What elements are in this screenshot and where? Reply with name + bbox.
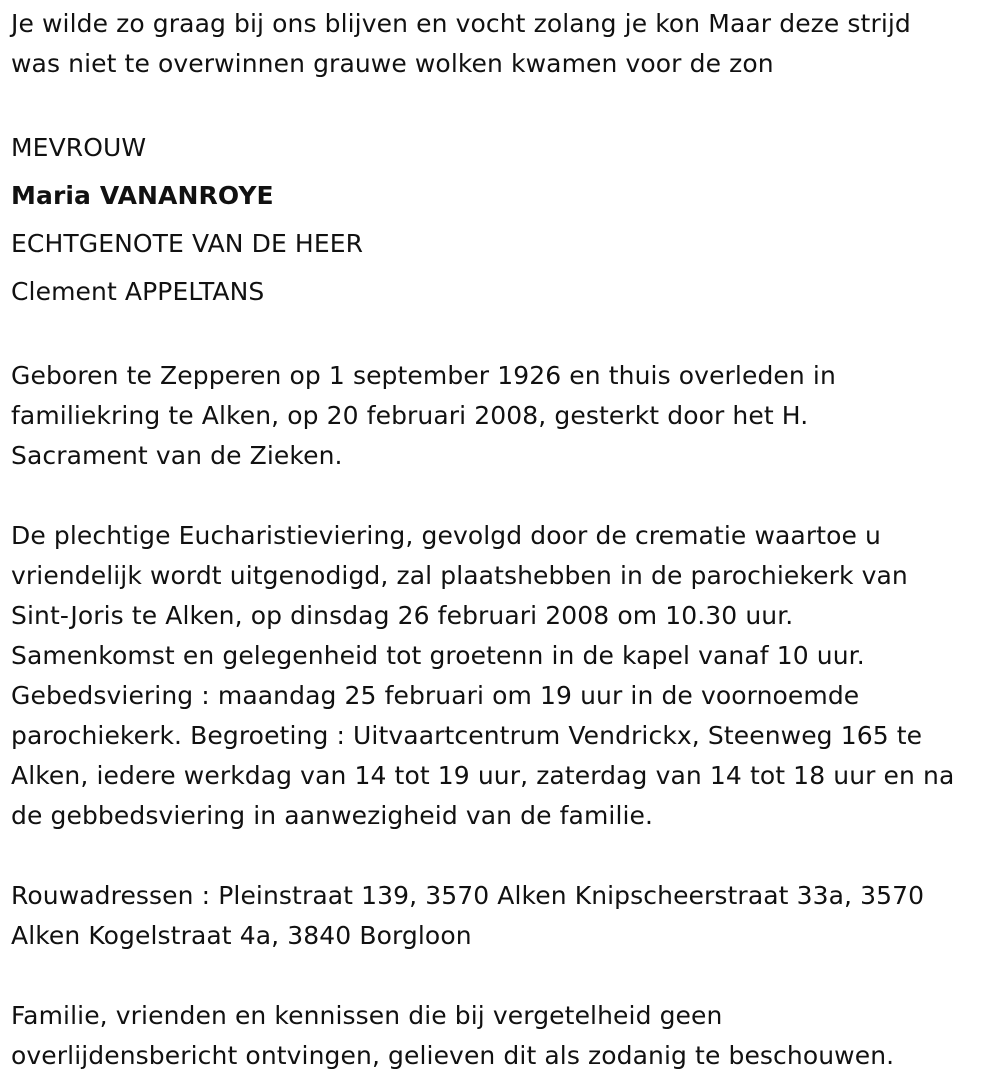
closing-block bbox=[11, 996, 1000, 1076]
paragraph-line: Alken Kogelstraat 4a, 3840 Borgloon bbox=[11, 921, 472, 950]
poem-block bbox=[11, 4, 1000, 84]
paragraph-line: overlijdensbericht ontvingen, gelieven dit als zodanig te beschouwen. bbox=[11, 1041, 895, 1070]
deceased-block bbox=[11, 124, 1000, 316]
paragraph-line: De plechtige Eucharistieviering, gevolgd door de crematie waartoe u bbox=[11, 521, 881, 550]
paragraph-line: de gebbedsviering in aanwezigheid van de familie. bbox=[11, 801, 654, 830]
spacer bbox=[11, 476, 1000, 516]
paragraph-line: familiekring te Alken, op 20 februari 2008, gesterkt door het H. bbox=[11, 401, 809, 430]
addresses-block bbox=[11, 876, 1000, 956]
paragraph-line: Rouwadressen : Pleinstraat 139, 3570 Alken Knipscheerstraat 33a, 3570 bbox=[11, 881, 925, 910]
relation-text: ECHTGENOTE VAN DE HEER bbox=[11, 229, 364, 258]
spacer bbox=[11, 836, 1000, 876]
spouse-name: Clement APPELTANS bbox=[11, 277, 265, 306]
birth-death-block bbox=[11, 356, 1000, 476]
paragraph-line: Sacrament van de Zieken. bbox=[11, 441, 343, 470]
paragraph-line: Gebedsviering : maandag 25 februari om 19 uur in de voornoemde bbox=[11, 681, 860, 710]
spacer bbox=[11, 316, 1000, 356]
paragraph-line: Samenkomst en gelegenheid tot groetenn in de kapel vanaf 10 uur. bbox=[11, 641, 865, 670]
paragraph-line: Alken, iedere werkdag van 14 tot 19 uur, zaterdag van 14 tot 18 uur en na bbox=[11, 761, 955, 790]
paragraph-line: parochiekerk. Begroeting : Uitvaartcentrum Vendrickx, Steenweg 165 te bbox=[11, 721, 923, 750]
ceremony-block bbox=[11, 516, 1000, 836]
paragraph-line: Sint-Joris te Alken, op dinsdag 26 februari 2008 om 10.30 uur. bbox=[11, 601, 794, 630]
paragraph-line: vriendelijk wordt uitgenodigd, zal plaatshebben in de parochiekerk van bbox=[11, 561, 908, 590]
spacer bbox=[11, 84, 1000, 124]
deceased-name: Maria VANANROYE bbox=[11, 181, 274, 210]
paragraph-line: Geboren te Zepperen op 1 september 1926 en thuis overleden in bbox=[11, 361, 836, 390]
poem-line: Je wilde zo graag bij ons blijven en vocht zolang je kon Maar deze strijd bbox=[11, 9, 911, 38]
spacer bbox=[11, 956, 1000, 996]
title-text: MEVROUW bbox=[11, 133, 147, 162]
poem-line: was niet te overwinnen grauwe wolken kwamen voor de zon bbox=[11, 49, 774, 78]
paragraph-line: Familie, vrienden en kennissen die bij vergetelheid geen bbox=[11, 1001, 723, 1030]
